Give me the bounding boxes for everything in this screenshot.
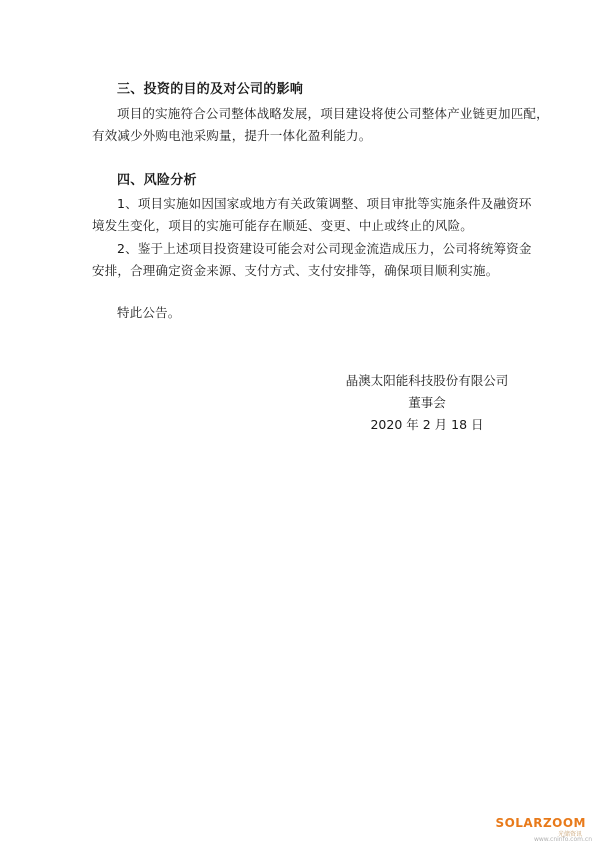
section-4-line-1: 1、项目实施如因国家或地方有关政策调整、项目审批等实施条件及融资环 [117, 196, 532, 211]
signature-date: 2020 年 2 月 18 日 [370, 417, 484, 432]
section-4-heading: 四、风险分析 [117, 173, 197, 188]
section-3-line-2: 有效减少外购电池采购量，提升一体化盈利能力。 [92, 128, 372, 143]
section-3-heading: 三、投资的目的及对公司的影响 [117, 82, 304, 97]
watermark-subtitle: 光储资讯 [557, 831, 582, 838]
signature-company: 晶澳太阳能科技股份有限公司 [345, 373, 509, 388]
signature-board: 董事会 [408, 395, 446, 410]
section-4-line-3: 2、鉴于上述项目投资建设可能会对公司现金流造成压力，公司将统筹资金 [117, 241, 532, 256]
watermark-logo-text: SOLARZOOM [495, 816, 586, 830]
closing-statement: 特此公告。 [117, 305, 181, 320]
section-4-line-4: 安排，合理确定资金来源、支付方式、支付安排等，确保项目顺利实施。 [92, 263, 499, 278]
watermark-url: www.cninfo.com.cn [533, 836, 592, 843]
section-3-line-1: 项目的实施符合公司整体战略发展，项目建设将使公司整体产业链更加匹配， [117, 106, 549, 121]
section-4-line-2: 境发生变化，项目的实施可能存在顺延、变更、中止或终止的风险。 [92, 218, 474, 233]
watermark-logo [495, 810, 596, 844]
